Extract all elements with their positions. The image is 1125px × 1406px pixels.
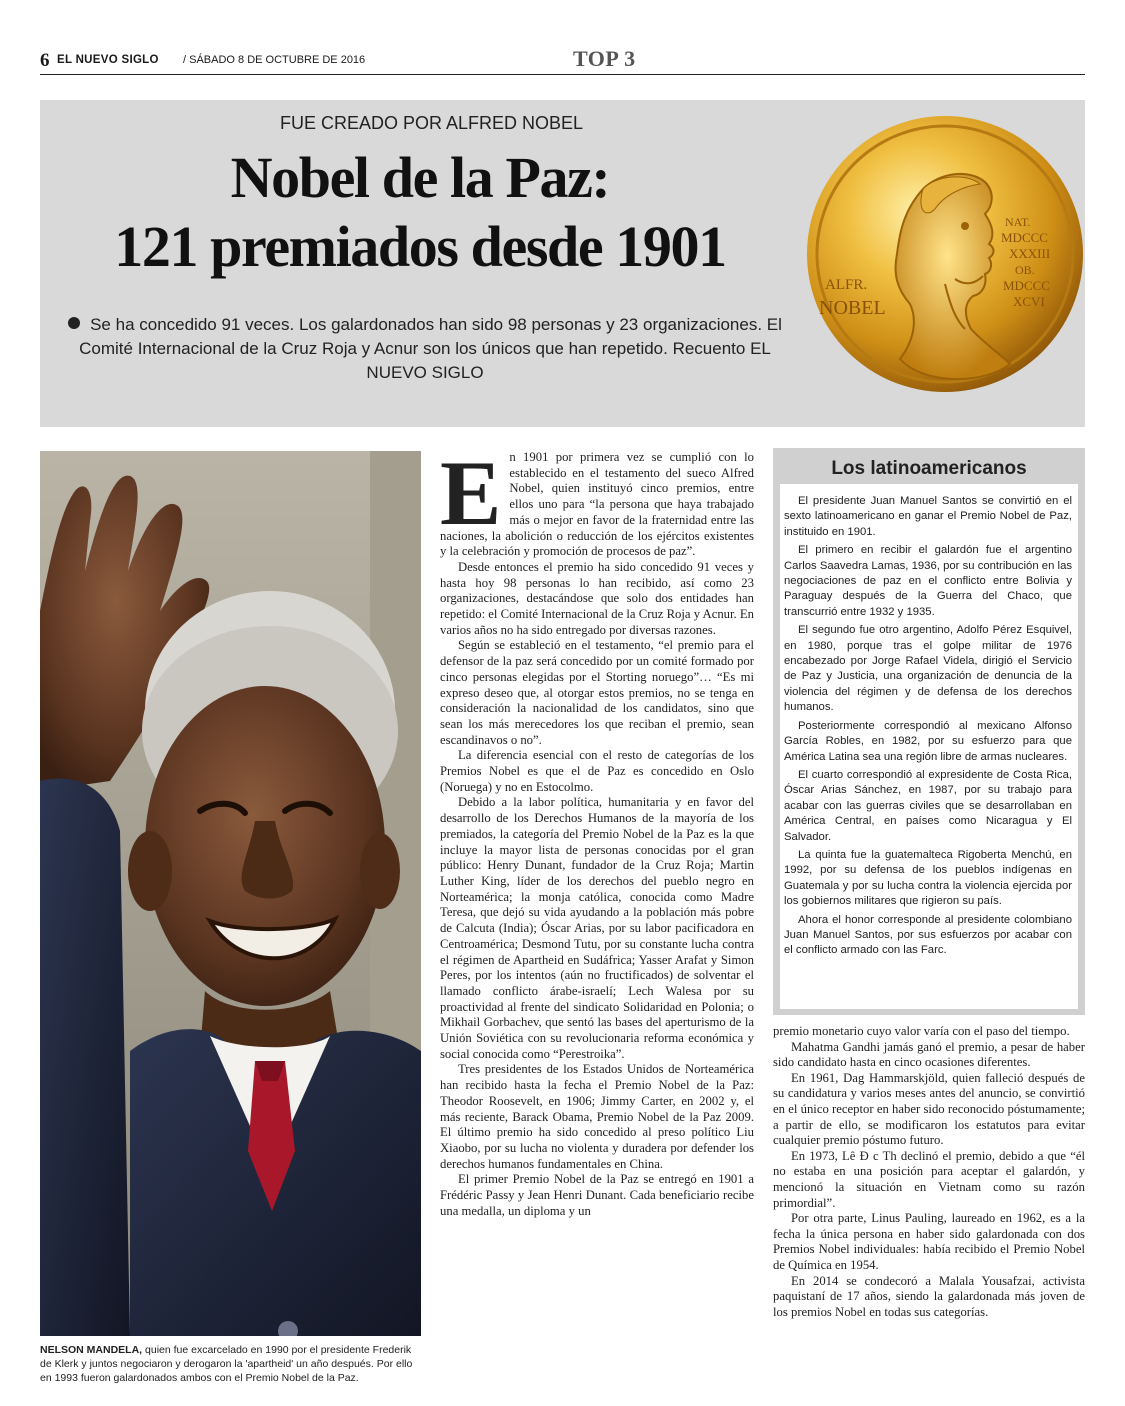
sidebar-paragraph-4: Posteriormente correspondió al mexicano Alfonso García Robles, en 1982, por su esfuerzo para que América Latina sea una región libre de armas nucleares. [784,719,1072,763]
article-paragraph-4: La diferencia esencial con el resto de categorías de los Premios Nobel es que el de Paz es concedido en Oslo (Noruega) y no en Estocolmo. [440,748,754,794]
sidebar-title: Los latinoamericanos [831,458,1027,479]
running-header [40,44,1085,75]
deck-text: Se ha concedido 91 veces. Los galardonados han sido 98 personas y 23 organizaciones. El Comité Internacional de la Cruz Roja y Acnur son los únicos que han repetido. Recuento EL NUEVO SIGLO [79,315,782,382]
kicker: FUE CREADO POR ALFRED NOBEL [280,113,584,133]
caption-text: quien fue excarcelado en 1990 por el presidente Frederik de Klerk y juntos negociaron y derogaron la 'apartheid' un año después. Por ello en 1993 fueron galardonados ambos con el Premio Nobel de la Paz. [40,1344,413,1384]
sidebar-paragraph-5: El cuarto correspondió al expresidente de Costa Rica, Óscar Arias Sánchez, en 1987, por su trabajo para acabar con las guerras civiles que se desarrollaban en América Central, en países como Nicaragua y El Salvador. [784,768,1072,843]
sidebar-latinoamericanos [773,448,1085,1015]
article-paragraph-1-text: n 1901 por primera vez se cumplió con lo establecido en el testamento del sueco Alfred Nobel, quien instituyó cinco premios, entre ellos uno para “la persona que haya trabajado más o mejor en favor de la fraternidad entre las naciones, la abolición o reducción de los ejércitos existentes y la celebración y promoción de procesos de paz”. [440,450,754,559]
medal-text-alfr: ALFR. [825,277,868,293]
headline-line-2: 121 premiados desde 1901 [114,214,726,279]
caption-name: NELSON MANDELA, [40,1344,143,1356]
headline-band [40,100,1085,427]
article-paragraph-6: Tres presidentes de los Estados Unidos de Norteamérica han recibido hasta la fecha el Premio Nobel de la Paz: Theodor Roosevelt, en 1906; Jimmy Carter, en 2002 y, el más reciente, Barack Obama, Premio Nobel de la Paz 2009. El último premio ha sido concedido al preso político Liu Xiaobo, por su lucha no violenta y duradera por defender los derechos humanos fundamentales en China. [440,1062,754,1171]
sidebar-paragraph-2: El primero en recibir el galardón fue el argentino Carlos Saavedra Lamas, 1936, por su contribución en las negociaciones de paz en el conflicto entre Bolivia y Paraguay después de la Guerra del Chaco, que transcurrió entre 1932 y 1935. [784,544,1072,618]
medal-text-xcvi: XCVI [1013,294,1045,309]
article-paragraph-3: Según se estableció en el testamento, “el premio para el defensor de la paz será concedido por un comité formado por cinco personas elegidas por el Storting noruego”… “Es mi expreso deseo que, al otorgar estos premios, no se tenga en consideración la nacionalidad de los candidatos, sino que sean los más merecedores los que reciban el premio, sean escandinavos o no”. [440,638,754,747]
sidebar-inner [780,454,1078,1009]
drop-cap: E [440,442,502,544]
medal-text-ob: OB. [1015,263,1035,277]
article-paragraph-7: El primer Premio Nobel de la Paz se entregó en 1901 a Frédéric Passy y Jean Henri Dunant. Cada beneficiario recibe una medalla, un diploma y un [440,1172,754,1218]
deck [50,313,800,385]
medal-text-mdccc-2: MDCCC [1003,278,1050,293]
article-paragraph-2: Desde entonces el premio ha sido concedido 91 veces y hasta hoy 98 personas lo han recibido, así como 23 organizaciones, destacándose que solo dos entidades han repetido: el Comité Internacional de la Cruz Roja y Acnur. En varios años no ha sido entregado por diversas razones. [440,559,754,637]
mandela-photo [40,451,421,1336]
section-label: TOP 3 [573,46,636,71]
page-number: 6 [40,50,50,71]
article-column-1 [440,442,754,1219]
sidebar-paragraph-6: La quinta fue la guatemalteca Rigoberta Menchú, en 1992, por su defensa de los pueblos indígenas en Guatemala y por su lucha contra la violencia ejercida por los gobiernos militares que rigieron su país. [784,848,1072,908]
bullet-icon [68,317,80,329]
publication-name: EL NUEVO SIGLO [57,54,159,66]
publication-date: / SÁBADO 8 DE OCTUBRE DE 2016 [183,54,366,66]
article-paragraph-12: Por otra parte, Linus Pauling, laureado en 1962, es a la fecha la única persona en haber sido galardonada con dos Premios Nobel individuales: había recibido el Premio Nobel de Química en 1954. [773,1211,1085,1272]
article-paragraph-11: En 1973, Lê Đ c Th declinó el premio, debido a que “él no estaba en una posición para aceptar el galardón, y mencionó la situación en Vietnam como su razón primordial”. [773,1148,1085,1210]
sidebar-paragraph-7: Ahora el honor corresponde al presidente colombiano Juan Manuel Santos, por sus esfuerzos por acabar con el conflicto armado con las Farc. [784,913,1072,957]
article-paragraph-10: En 1961, Dag Hammarskjöld, quien falleció después de su candidatura y varios meses antes del anuncio, se convirtió en el único receptor en haber sido reconocido póstumamente; a partir de ello, se modificaron los estatutos para evitar cualquier premio póstumo futuro. [773,1070,1085,1148]
article-paragraph-1 [440,442,754,560]
sidebar-body [784,494,1072,962]
article-paragraph-5: Debido a la labor política, humanitaria y en favor del desarrollo de los Derechos Humanos de la mayoría de los premiados, la categoría del Premio Nobel de la Paz es la que incluye la mayor lista de personas conocidas por el gran público: Henry Dunant, fundador de la Cruz Roja; Martin Luther King, líder de los derechos del pueblo negro en Norteamérica; la monja católica, conocida como Madre Teresa, que dejó su vida ayudando a la población más pobre de Calcuta (India); Óscar Arias, por su labor pacificadora en Centroamérica; Desmond Tutu, por su constante lucha contra el régimen de Apartheid en Sudáfrica; Yasser Arafat y Simon Peres, por los intentos (aún no fructificados) de solventar el llamado conflicto árabe-israelí; Lech Walesa por su proactividad al frente del sindicato Solidaridad en Polonia; o Mikhail Gorbachev, que sentó las bases del aperturismo de la Unión Soviética con su revolucionaria reforma económica y social conocida como “Perestroika”. [440,795,754,1061]
article-paragraph-9: Mahatma Gandhi jamás ganó el premio, a pesar de haber sido candidato hasta en cinco ocasiones diferentes. [773,1039,1085,1070]
article-paragraph-8: premio monetario cuyo valor varía con el paso del tiempo. [773,1024,1070,1038]
medal-text-mdccc-1: MDCCC [1001,230,1048,245]
medal-text-nat: NAT. [1005,215,1031,229]
nobel-medal-image [805,114,1085,394]
headline-line-1: Nobel de la Paz: [230,145,610,210]
sidebar-paragraph-3: El segundo fue otro argentino, Adolfo Pérez Esquivel, en 1980, porque tras el golpe militar de 1976 encabezado por Jorge Rafael Videla, dirigió el Servicio de Paz y Justicia, una organización de denuncia de la violencia del régimen y de defensa de los derechos humanos. [784,624,1072,714]
medal-text-nobel: NOBEL [819,297,886,319]
headline [40,143,800,281]
article-paragraph-13: En 2014 se condecoró a Malala Yousafzai, activista paquistaní de 17 años, siendo la galardonada más joven de los premios Nobel en todas sus categorías. [773,1273,1085,1319]
photo-caption [40,1343,421,1385]
article-column-2 [773,1024,1085,1320]
medal-text-xxxiii: XXXIII [1009,246,1051,261]
sidebar-paragraph-1: El presidente Juan Manuel Santos se convirtió en el sexto latinoamericano en ganar el Premio Nobel de Paz, instituido en 1901. [784,495,1072,538]
